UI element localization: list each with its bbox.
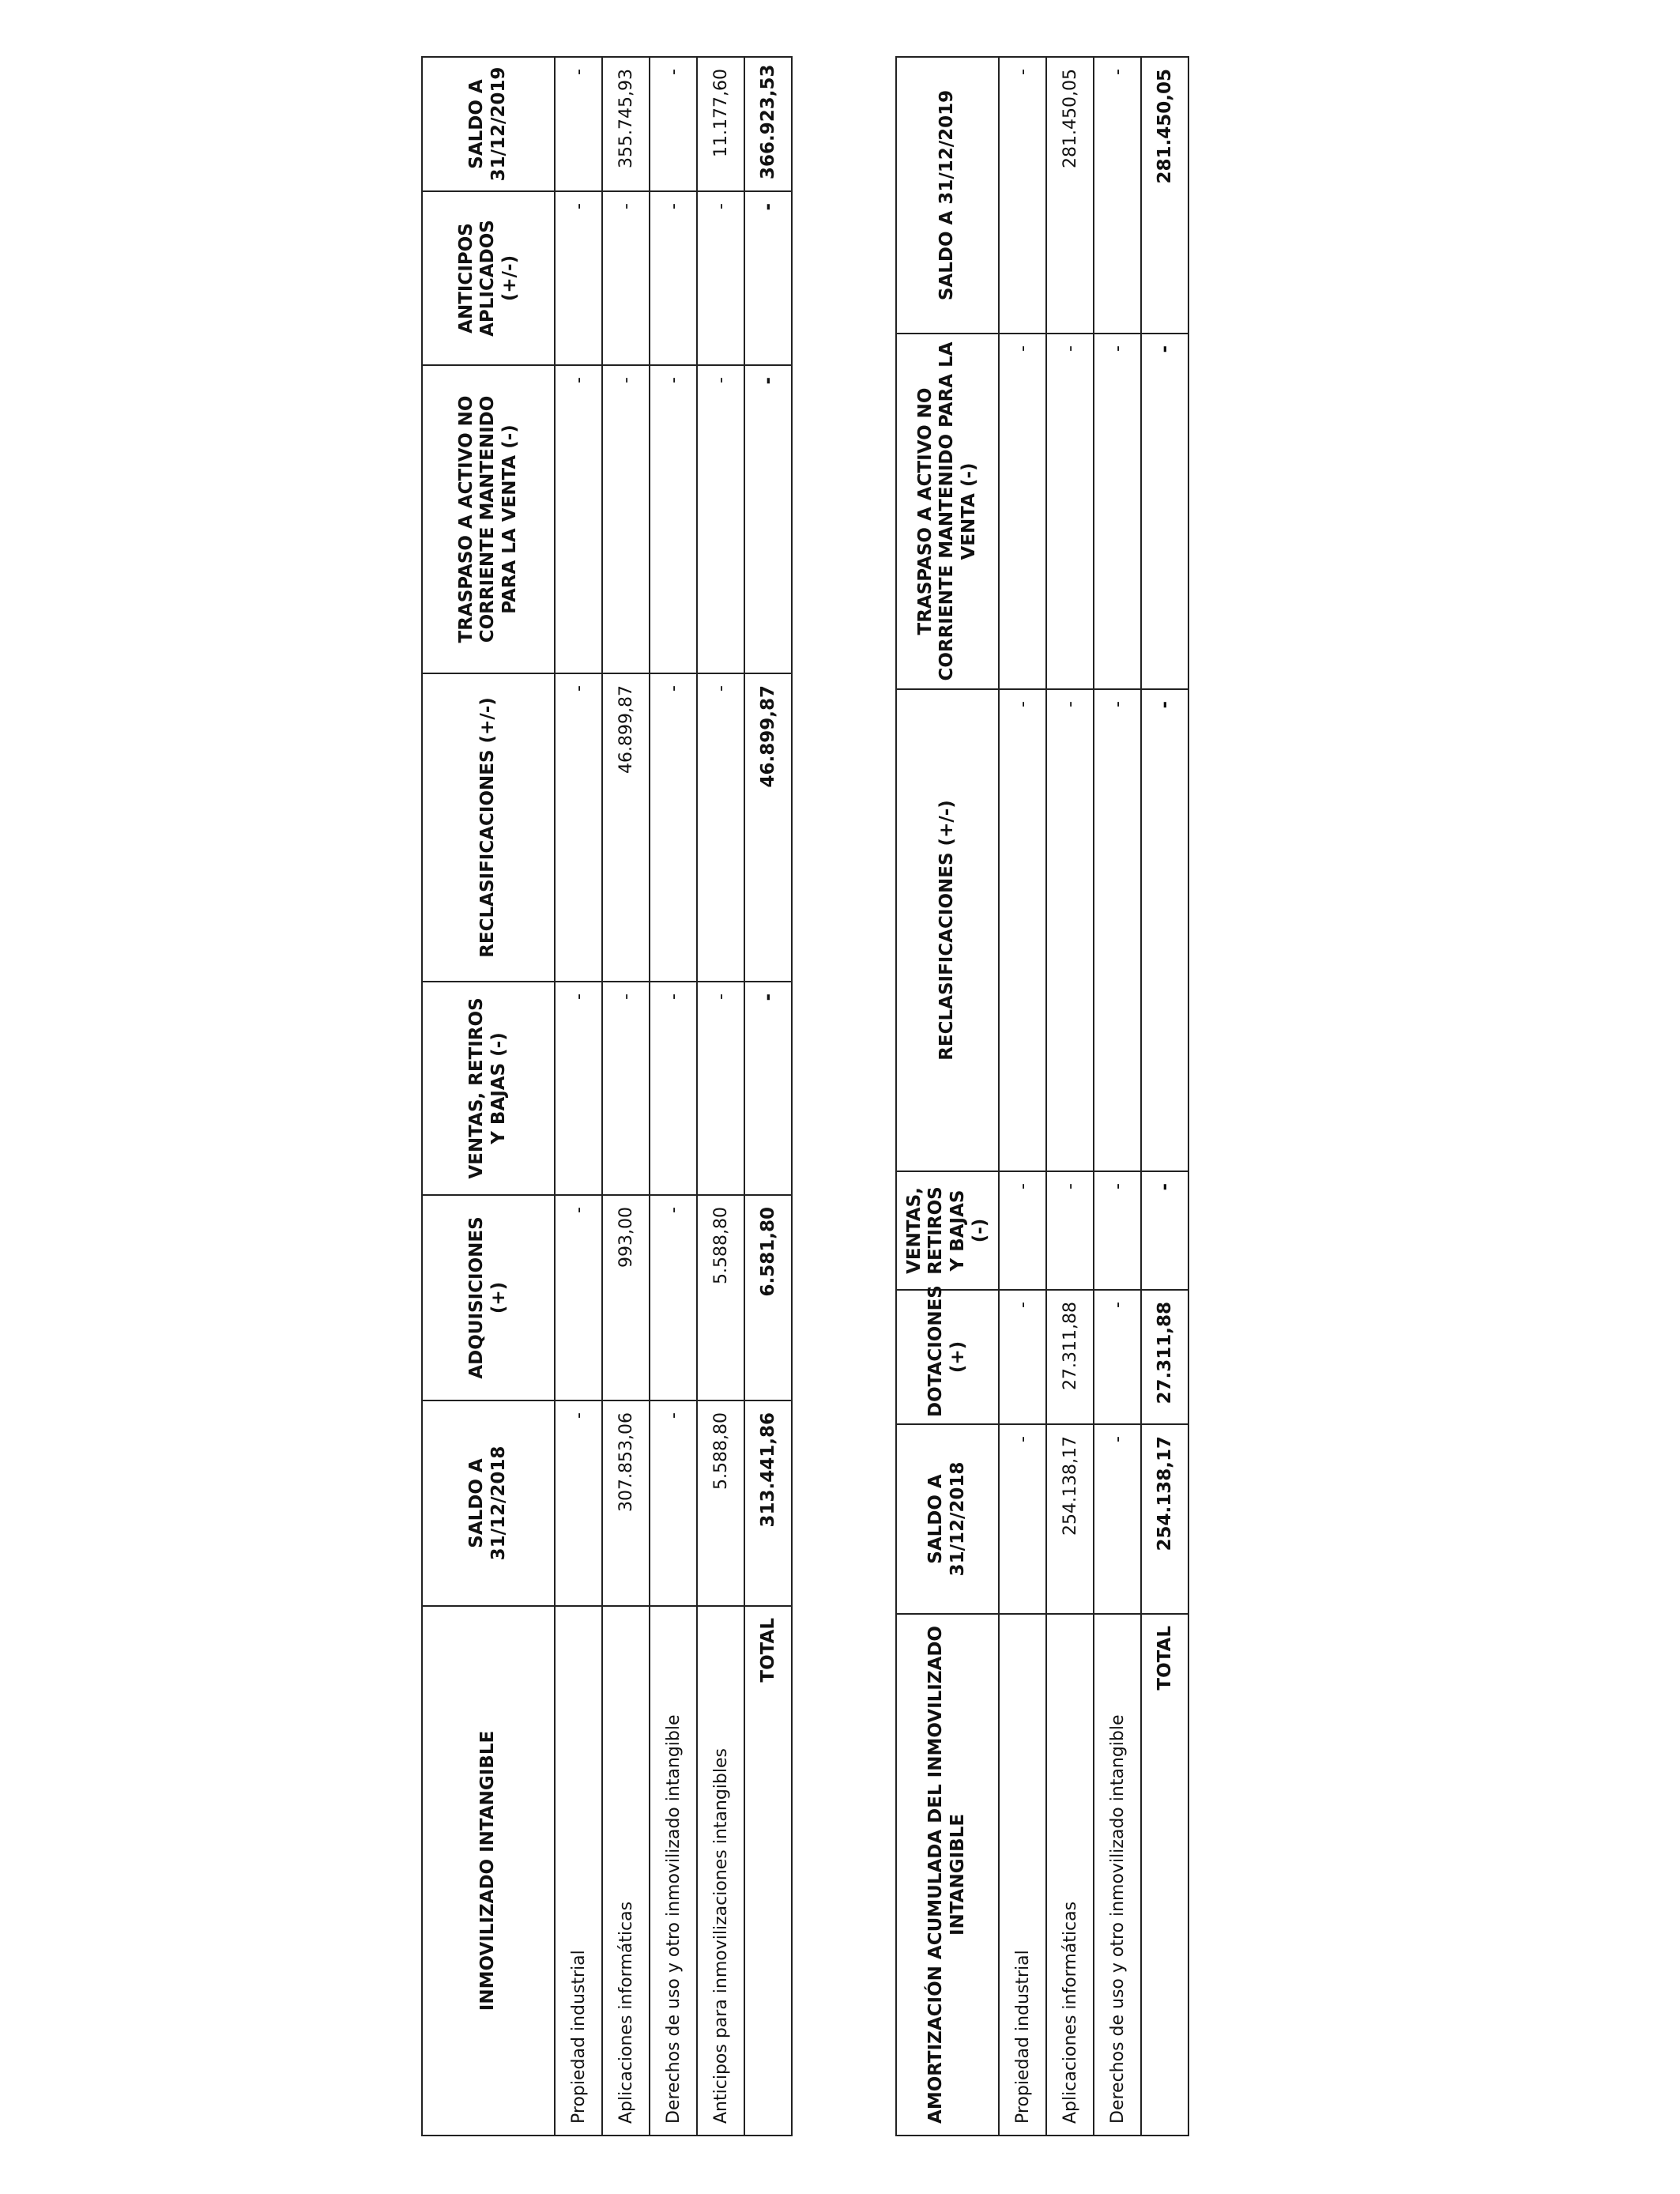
cell: - bbox=[999, 1171, 1046, 1290]
row-label: Aplicaciones informáticas bbox=[602, 1606, 650, 2136]
row-label: Propiedad industrial bbox=[555, 1606, 602, 2136]
cell: - bbox=[555, 982, 602, 1195]
cell: - bbox=[1094, 689, 1141, 1171]
column-header: VENTAS, RETIROS Y BAJAS (-) bbox=[896, 1171, 999, 1290]
cell: - bbox=[1094, 1424, 1141, 1614]
cell: 993,00 bbox=[602, 1195, 650, 1400]
cell: - bbox=[602, 982, 650, 1195]
column-header: SALDO A 31/12/2019 bbox=[422, 57, 555, 191]
cell: - bbox=[697, 982, 744, 1195]
row-label: Aplicaciones informáticas bbox=[1046, 1614, 1094, 2136]
cell: - bbox=[1094, 334, 1141, 689]
table-row bbox=[999, 57, 1046, 2136]
cell: - bbox=[1046, 334, 1094, 689]
cell: - bbox=[697, 191, 744, 365]
row-label: Propiedad industrial bbox=[999, 1614, 1046, 2136]
cell: - bbox=[697, 673, 744, 982]
cell: - bbox=[744, 982, 792, 1195]
cell: - bbox=[1094, 57, 1141, 334]
row-label: Derechos de uso y otro inmovilizado intangible bbox=[1094, 1614, 1141, 2136]
cell: - bbox=[555, 191, 602, 365]
cell: 6.581,80 bbox=[744, 1195, 792, 1400]
column-header: SALDO A 31/12/2018 bbox=[896, 1424, 999, 1614]
column-header: ANTICIPOS APLICADOS (+/-) bbox=[422, 191, 555, 365]
total-row bbox=[744, 57, 792, 2136]
cell: - bbox=[999, 57, 1046, 334]
total-label: TOTAL bbox=[744, 1606, 792, 2136]
table-row bbox=[1046, 57, 1094, 2136]
cell: 366.923,53 bbox=[744, 57, 792, 191]
column-header: ADQUISICIONES (+) bbox=[422, 1195, 555, 1400]
table-header-row bbox=[422, 57, 555, 2136]
cell: 281.450,05 bbox=[1141, 57, 1188, 334]
cell: - bbox=[555, 1400, 602, 1606]
cell: - bbox=[1046, 689, 1094, 1171]
column-header: SALDO A 31/12/2018 bbox=[422, 1400, 555, 1606]
intangible-assets-table bbox=[421, 56, 793, 2136]
cell: - bbox=[650, 982, 697, 1195]
cell: - bbox=[1094, 1171, 1141, 1290]
cell: 313.441,86 bbox=[744, 1400, 792, 1606]
accumulated-amortization-table bbox=[895, 56, 1189, 2136]
column-header: RECLASIFICACIONES (+/-) bbox=[422, 673, 555, 982]
row-label: Anticipos para inmovilizaciones intangibles bbox=[697, 1606, 744, 2136]
row-label: Derechos de uso y otro inmovilizado intangible bbox=[650, 1606, 697, 2136]
cell: - bbox=[697, 365, 744, 673]
cell: 281.450,05 bbox=[1046, 57, 1094, 334]
cell: - bbox=[650, 1195, 697, 1400]
cell: - bbox=[1141, 689, 1188, 1171]
column-header: INMOVILIZADO INTANGIBLE bbox=[422, 1606, 555, 2136]
cell: - bbox=[555, 57, 602, 191]
cell: 46.899,87 bbox=[744, 673, 792, 982]
table-header-row bbox=[896, 57, 999, 2136]
total-label: TOTAL bbox=[1141, 1614, 1188, 2136]
cell: - bbox=[555, 365, 602, 673]
cell: 254.138,17 bbox=[1046, 1424, 1094, 1614]
cell: - bbox=[650, 673, 697, 982]
total-row bbox=[1141, 57, 1188, 2136]
cell: 46.899,87 bbox=[602, 673, 650, 982]
cell: - bbox=[1141, 334, 1188, 689]
cell: - bbox=[999, 1290, 1046, 1424]
column-header: TRASPASO A ACTIVO NO CORRIENTE MANTENIDO PARA LA VENTA (-) bbox=[422, 365, 555, 673]
column-header: VENTAS, RETIROS Y BAJAS (-) bbox=[422, 982, 555, 1195]
cell: - bbox=[1046, 1171, 1094, 1290]
cell: - bbox=[650, 1400, 697, 1606]
cell: - bbox=[999, 689, 1046, 1171]
cell: - bbox=[744, 365, 792, 673]
table-row bbox=[697, 57, 744, 2136]
cell: 11.177,60 bbox=[697, 57, 744, 191]
column-header: SALDO A 31/12/2019 bbox=[896, 57, 999, 334]
cell: 307.853,06 bbox=[602, 1400, 650, 1606]
cell: - bbox=[555, 673, 602, 982]
cell: 5.588,80 bbox=[697, 1195, 744, 1400]
table-row bbox=[602, 57, 650, 2136]
cell: - bbox=[650, 57, 697, 191]
cell: - bbox=[1094, 1290, 1141, 1424]
table-row bbox=[650, 57, 697, 2136]
table-row bbox=[1094, 57, 1141, 2136]
column-header: DOTACIONES (+) bbox=[896, 1290, 999, 1424]
cell: - bbox=[744, 191, 792, 365]
cell: 27.311,88 bbox=[1141, 1290, 1188, 1424]
table-row bbox=[555, 57, 602, 2136]
cell: 27.311,88 bbox=[1046, 1290, 1094, 1424]
cell: - bbox=[999, 1424, 1046, 1614]
column-header: RECLASIFICACIONES (+/-) bbox=[896, 689, 999, 1171]
cell: - bbox=[602, 191, 650, 365]
column-header: TRASPASO A ACTIVO NO CORRIENTE MANTENIDO PARA LA VENTA (-) bbox=[896, 334, 999, 689]
cell: - bbox=[650, 365, 697, 673]
cell: 355.745,93 bbox=[602, 57, 650, 191]
cell: - bbox=[555, 1195, 602, 1400]
column-header: AMORTIZACIÓN ACUMULADA DEL INMOVILIZADO INTANGIBLE bbox=[896, 1614, 999, 2136]
cell: 254.138,17 bbox=[1141, 1424, 1188, 1614]
cell: 5.588,80 bbox=[697, 1400, 744, 1606]
cell: - bbox=[1141, 1171, 1188, 1290]
cell: - bbox=[999, 334, 1046, 689]
cell: - bbox=[602, 365, 650, 673]
cell: - bbox=[650, 191, 697, 365]
rotated-page-content bbox=[421, 58, 1259, 2136]
